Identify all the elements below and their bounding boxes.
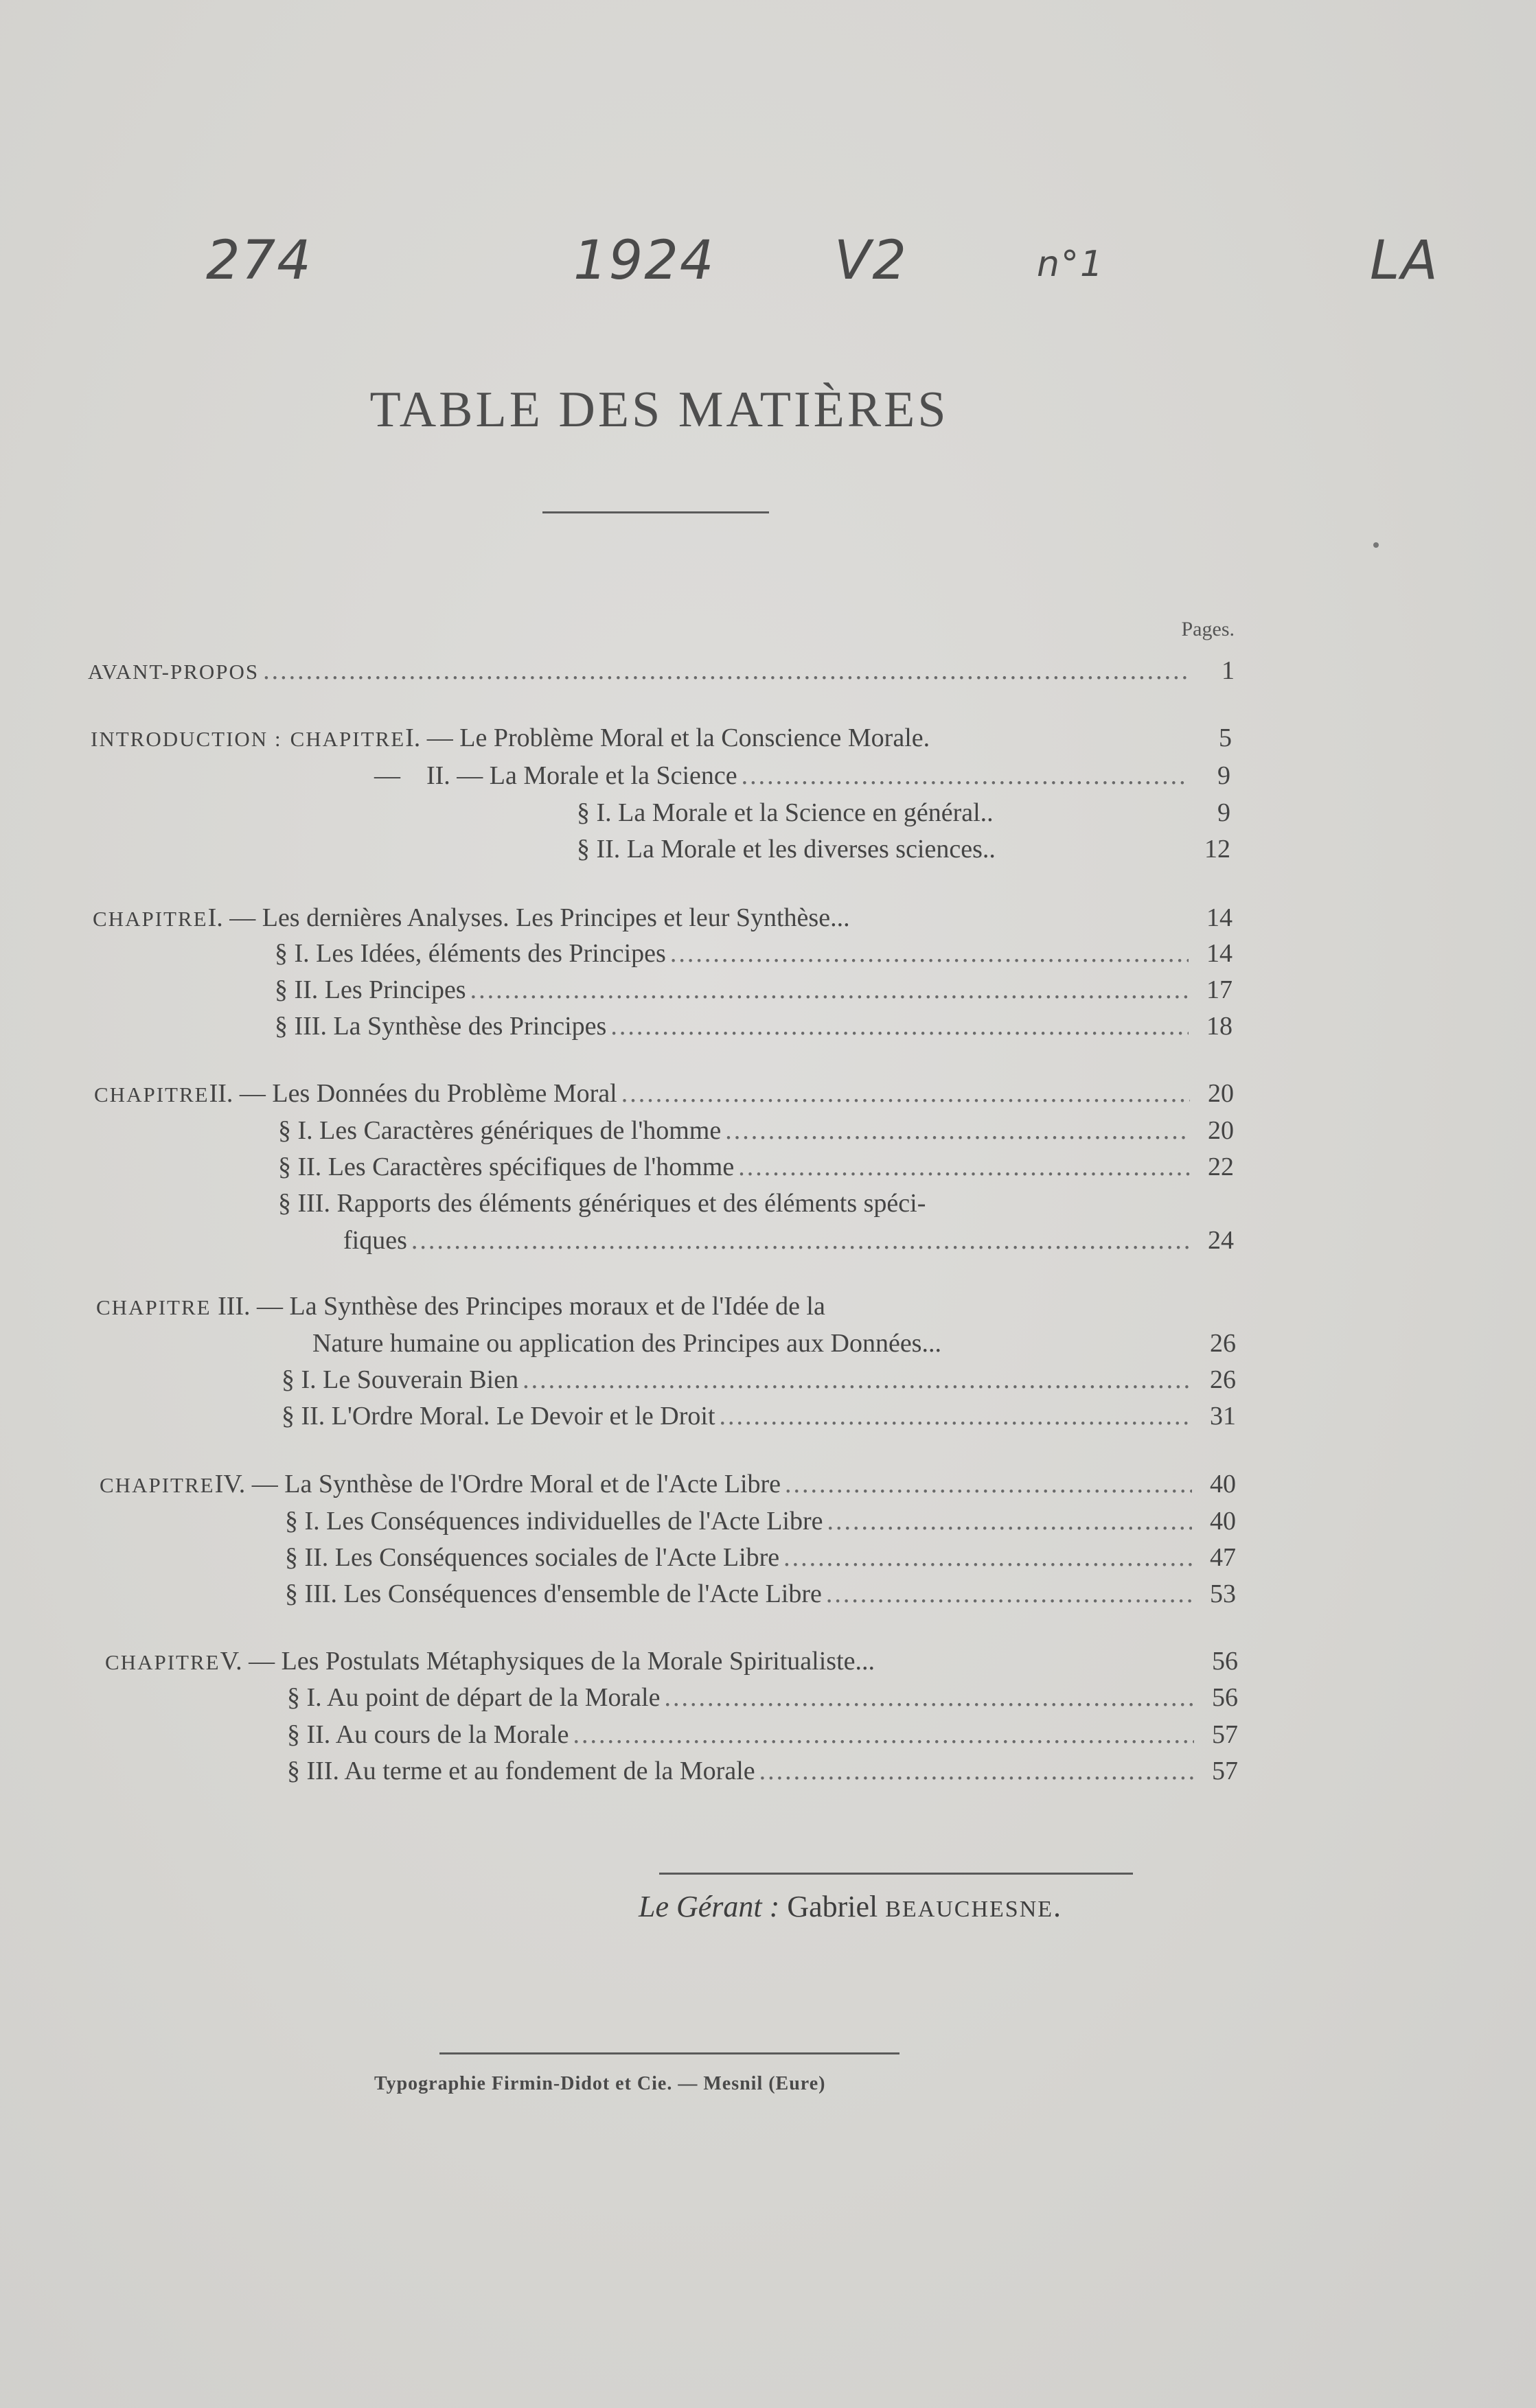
- toc-entry-intro-s2: § II. La Morale et les diverses sciences.. 12: [577, 831, 1230, 868]
- leader-dots: [725, 1112, 1190, 1149]
- page-number: 57: [1212, 1757, 1238, 1785]
- leader-dots: [783, 1539, 1192, 1576]
- page-number: 20: [1208, 1116, 1234, 1145]
- title-rule: [542, 511, 769, 513]
- page-number: 14: [1206, 903, 1233, 932]
- toc-entry-intro-chapter-2: — II. — La Morale et la Science ..... 9: [374, 757, 1230, 794]
- handwritten-note-3: V2: [834, 230, 908, 292]
- leader-dots: [664, 1679, 1194, 1716]
- leader-dots: [523, 1361, 1192, 1398]
- page-number: 17: [1206, 975, 1233, 1004]
- toc-entry-ch1-s3: § III. La Synthèse des Principes ..... 18: [275, 1008, 1233, 1045]
- toc-entry-ch2-s3: § III. Rapports des éléments génériques et des éléments spéci-: [278, 1189, 926, 1218]
- toc-entry-intro-s1: § I. La Morale et la Science en général.. 9: [577, 794, 1230, 831]
- toc-entry-ch3-s2: § II. L'Ordre Moral. Le Devoir et le Droit ..... 31: [282, 1398, 1236, 1435]
- toc-entry-avant-propos: AVANT-PROPOS ..... 1: [88, 652, 1235, 691]
- gerant-rule: [659, 1873, 1133, 1875]
- page-number: 26: [1210, 1365, 1236, 1394]
- leader-dots: [621, 1075, 1190, 1112]
- printer-rule: [439, 2052, 899, 2054]
- toc-entry-chapter-3: CHAPITRE III. — La Synthèse des Principes moraux et de l'Idée de la: [96, 1292, 825, 1321]
- leader-dots: [826, 1575, 1192, 1612]
- toc-entry-chapter-4: CHAPITRE IV. — La Synthèse de l'Ordre Moral et de l'Acte Libre ..... 40: [100, 1466, 1236, 1504]
- gerant-signature: Le Gérant : Gabriel BEAUCHESNE.: [639, 1890, 1062, 1923]
- page-number: 31: [1210, 1402, 1236, 1431]
- toc-entry-ch4-s2: § II. Les Conséquences sociales de l'Acte Libre ..... 47: [285, 1539, 1236, 1576]
- toc-entry-ch4-s3: § III. Les Conséquences d'ensemble de l'Acte Libre ..... 53: [285, 1575, 1236, 1612]
- toc-entry-chapter-5: CHAPITRE V. — Les Postulats Métaphysiques de la Morale Spiritualiste... 56: [105, 1643, 1238, 1681]
- toc-entry-ch1-s1: § I. Les Idées, éléments des Principes ..... 14: [275, 935, 1233, 972]
- page-number: 24: [1208, 1226, 1234, 1255]
- toc-entry-ch5-s2: § II. Au cours de la Morale ..... 57: [287, 1716, 1238, 1753]
- leader-dots: [785, 1466, 1192, 1503]
- leader-dots: [470, 971, 1189, 1008]
- page-number: 53: [1210, 1579, 1236, 1608]
- page-number: 9: [1217, 761, 1230, 790]
- toc-entry-chapter-1: CHAPITRE I. — Les dernières Analyses. Les Principes et leur Synthèse... 14: [93, 899, 1233, 938]
- toc-entry-ch2-s1: § I. Les Caractères génériques de l'homme ..... 20: [278, 1112, 1234, 1149]
- toc-entry-introduction: INTRODUCTION : CHAPITRE I. — Le Problème Moral et la Conscience Morale. 5: [91, 719, 1232, 758]
- handwritten-note-5: LA: [1370, 230, 1439, 292]
- toc-entry-ch3-s1: § I. Le Souverain Bien ..... 26: [282, 1361, 1236, 1398]
- leader-dots: [670, 935, 1189, 972]
- handwritten-note-2: 1924: [573, 230, 715, 292]
- page-number: 47: [1210, 1543, 1236, 1572]
- page-number: 1: [1222, 656, 1235, 685]
- toc-entry-ch4-s1: § I. Les Conséquences individuelles de l'Acte Libre ..... 40: [285, 1503, 1236, 1540]
- paper-speck: [1373, 542, 1379, 548]
- leader-dots: [827, 1503, 1192, 1540]
- page-number: 56: [1212, 1647, 1238, 1676]
- page-number: 26: [1210, 1329, 1236, 1358]
- page-number: 9: [1217, 798, 1230, 827]
- leader-dots: [263, 652, 1191, 689]
- page-number: 40: [1210, 1507, 1236, 1536]
- leader-dots: [610, 1008, 1189, 1045]
- toc-entry-ch1-s2: § II. Les Principes ..... 17: [275, 971, 1233, 1008]
- toc-entry-ch2-s2: § II. Les Caractères spécifiques de l'homme ..... 22: [278, 1148, 1234, 1185]
- printer-imprint: Typographie Firmin-Didot et Cie. — Mesnil (Eure): [374, 2073, 826, 2094]
- toc-entry-ch2-s3-cont: fiques ..... 24: [343, 1222, 1234, 1259]
- handwritten-note-1: 274: [206, 230, 312, 292]
- page-title: TABLE DES MATIÈRES: [369, 382, 949, 438]
- toc-entry-chapter-3-cont: Nature humaine ou application des Principes aux Données... 26: [312, 1325, 1236, 1362]
- toc-entry-chapter-2: CHAPITRE II. — Les Données du Problème Moral ..... 20: [94, 1075, 1234, 1113]
- toc-entry-ch5-s3: § III. Au terme et au fondement de la Morale ..... 57: [287, 1752, 1238, 1790]
- page-number: 22: [1208, 1153, 1234, 1181]
- leader-dots: [759, 1752, 1194, 1790]
- page-number: 5: [1219, 723, 1232, 752]
- page-number: 40: [1210, 1470, 1236, 1498]
- pages-column-label: Pages.: [1181, 618, 1235, 640]
- page-number: 20: [1208, 1079, 1234, 1108]
- page-number: 14: [1206, 939, 1233, 968]
- toc-entry-ch5-s1: § I. Au point de départ de la Morale ..... 56: [287, 1679, 1238, 1716]
- leader-dots: [738, 1148, 1190, 1185]
- leader-dots: [720, 1398, 1192, 1435]
- page-number: 12: [1204, 835, 1230, 864]
- page-number: 56: [1212, 1683, 1238, 1712]
- leader-dots: [573, 1716, 1195, 1753]
- leader-dots: [411, 1222, 1190, 1259]
- page-number: 57: [1212, 1720, 1238, 1749]
- page-number: 18: [1206, 1012, 1233, 1041]
- leader-dots: [742, 757, 1187, 794]
- handwritten-note-4: n°1: [1037, 244, 1105, 285]
